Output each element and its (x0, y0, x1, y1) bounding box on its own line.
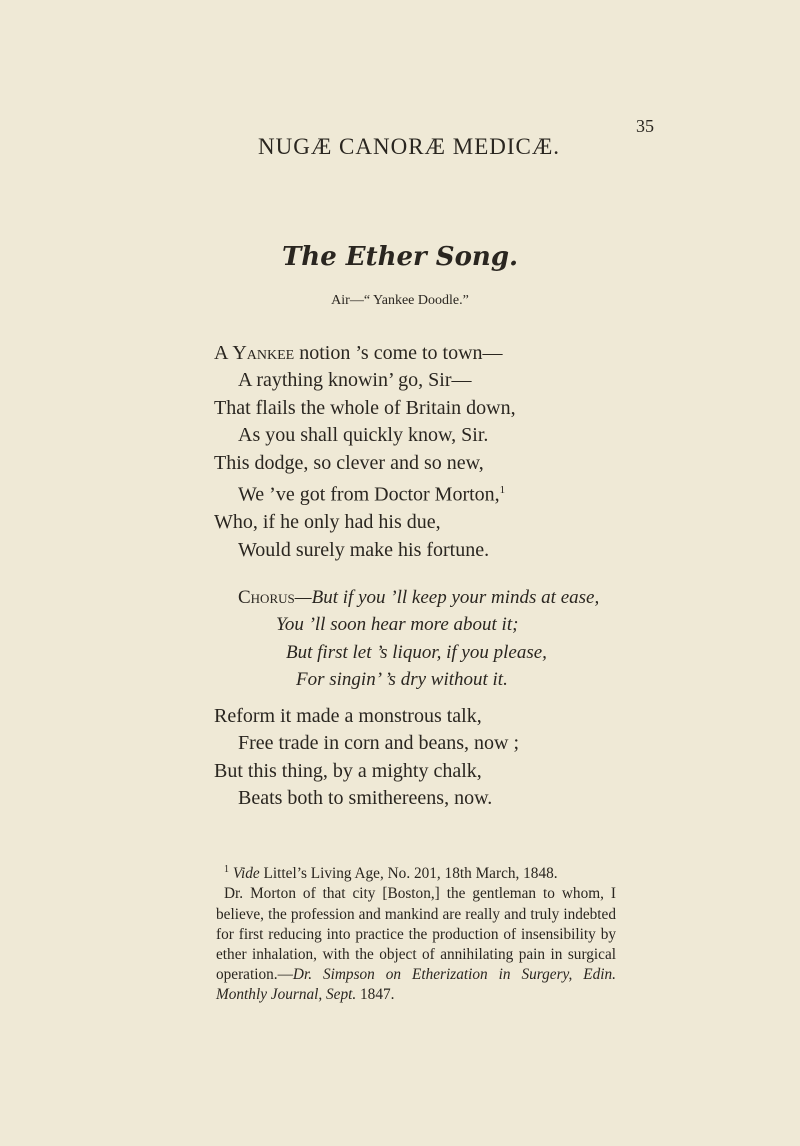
chorus-line: But first let ’s liquor, if you please, (286, 641, 547, 663)
verse-one (214, 340, 516, 564)
chorus-label: Chorus (238, 587, 295, 608)
verse-line: Beats both to smithereens, now. (238, 787, 493, 810)
page-number: 35 (636, 116, 654, 136)
footnote-citation (216, 860, 616, 884)
verse-line: But this thing, by a mighty chalk, (214, 759, 482, 782)
chorus-line (238, 584, 599, 611)
footnote-body-text: Dr. Morton of that city [Boston,] the gentleman to whom, I believe, the profession and mankind are really and truly indebted for first reducing into practice the production of insensibility by ether inhalation, with the object of annihilating pain in surgical operation.— (216, 885, 616, 984)
verse-line-text: We ’ve got from Doctor Morton, (238, 483, 500, 506)
footnote-citation-text: Littel’s Living Age, No. 201, 18th March, 1848. (259, 865, 558, 883)
verse-line-lead: A (214, 342, 228, 364)
chorus (238, 584, 599, 694)
verse-line-rest: notion ’s come to town— (294, 342, 503, 364)
verse-line: Who, if he only had his due, (214, 511, 441, 534)
verse-line (214, 340, 516, 367)
verse-line: This dodge, so clever and so new, (214, 451, 484, 474)
verse-line: Reform it made a monstrous talk, (214, 705, 482, 727)
verse-line: That flails the whole of Britain down, (214, 396, 516, 419)
song-air: Air—“ Yankee Doodle.” (331, 293, 469, 308)
verse-line (214, 477, 516, 509)
verse-line-smallcaps: Yankee (232, 342, 295, 364)
chorus-line: You ’ll soon hear more about it; (276, 614, 519, 636)
chorus-line-text: —But if you ’ll keep your minds at ease, (294, 587, 600, 608)
footnote-reference: 1 (499, 484, 506, 497)
footnote-year: 1847. (356, 986, 395, 1004)
verse-line: A raything knowin’ go, Sir— (238, 369, 472, 392)
footnote-marker: 1 (224, 864, 229, 875)
footnote (216, 860, 616, 1006)
footnote-vide: Vide (232, 865, 260, 883)
footnote-body (216, 884, 616, 1005)
footnote-source: Dr. Simpson on Etherization in Surgery, Edin. Monthly Journal, Sept. (216, 966, 616, 1004)
verse-line: Free trade in corn and beans, now ; (238, 732, 520, 755)
running-head: NUGÆ CANORÆ MEDICÆ. (258, 134, 561, 159)
verse-line: As you shall quickly know, Sir. (238, 424, 489, 447)
chorus-line: For singin’ ’s dry without it. (296, 669, 508, 691)
verse-two (214, 703, 519, 813)
verse-line: Would surely make his fortune. (238, 538, 490, 561)
song-title: The Ether Song. (281, 242, 519, 272)
